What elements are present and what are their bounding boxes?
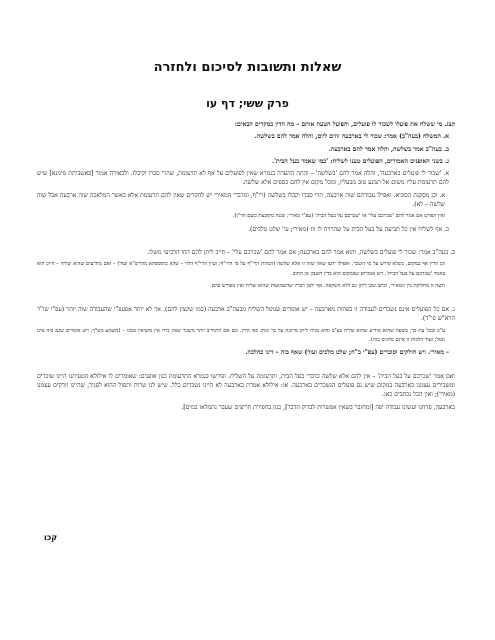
paragraph: קצג. מי ששלח את פועלו לשכור לו פועלים, והפועל הטעה אותם – מה הדין במקרים הבאים:	[234, 121, 455, 128]
paragraph: – מאירי. ויש חולקים וסוברים (עפ"י ב"ח; שלט מלכים ועוד) שאף בזה – דינו כהלכה.	[245, 349, 449, 357]
paragraph: א. המשלח (בעה"ב) אמר: שכור לי בארבעה זוזים ליום, והלה אמר להם בשלשה.	[254, 133, 449, 141]
body-text	[37, 120, 455, 415]
paragraph: ואין הפרש אם אמר להם 'שכרכם עלי' או 'שכרכם על בעל הבית' (עפ"י מאירי; שטה מקובצת בשם הר"ן).	[232, 213, 445, 220]
paragraph: א. 'שכור לי פועלים בארבעה', והלה אמר להם 'בשלשה' – והתה ההערה בגמרא שאין לפועלים על אף לא תרעומת, שהרי סברו וקיבלו. ולכאורה אמור [באשביתת מימנא] שיש להם תרעומת עליו משום אל תמנע טוב מבעליו, ומכל מקום אין להם כספים אלא שלשה.	[37, 170, 449, 187]
paragraph: ע"כ ובכל עת כך, בשעה שהוא מודיע שהוא שליח בע"ב והוא מניח ליתן מרובה על כך ונוהג כפי הדין. וגם אם התחייב יותר משכר שאין בידו אין מוציאין ממנו – (משמע בש"ך; ויש אומרים שגם בזה אינו נוטל; ועוד הלכות זו אינם נוהגים בזה).	[37, 327, 445, 344]
chapter-subtitle: פרק ששי; דף עו	[206, 97, 289, 110]
paragraph-gap	[37, 237, 455, 245]
page-title: שאלות ותשובות לסיכום ולחזרה	[153, 60, 342, 75]
paragraph: ואם אמר 'שכרכם על בעל הבית' – אין להם אלא שלשה כדברי בעל הבית, ותרעומת על השליח. ופירשו בגמרא התרעומת כגון אופנים: שאומרים לו אילולא הטעיתנו היינו שוכרים ומשכירים עצמנו בארבעה במקום שיש נם פועלים הנשכרים בארבעה. או: אילולא אמרת בארבעה לא היינו נשכרים כלל. שיש לנו שרות ותפול ההוא לפניך, שהיינו זורקים עצמנו (מאירי); ואין הכל נכתבים כאן.	[37, 372, 455, 399]
paragraph: ב. אף לשליח אין כל תביעה על בעל הבית על שהרויח לו זוז (מאירי; עי' שלט מלכים).	[248, 225, 449, 233]
paragraph: בארבעה, פרחנו ועשינו עבודה יפה [ומחזבר בשאין אפשרות לבדוק הדבר], כגון בחפירת חריצים שעבר נתמלאו במים].	[181, 403, 455, 411]
paragraph: וכן הדין אף במקום, כשלא פירש על מי השכר. ואפילו ידעו שאין שוה זו אלא שלשה (הגהות הרי"ף על פי הרי"ף; ועיין הרי"ף הלוי – שלא כתוספתא מהרש"א ועוד) – ואם מודיעים שהוא שליח – חייב הוא באמר 'שכרכם על בעל הבית'. ויש אומרים שבמקום הוא בדין חשבון מן החוב.	[37, 261, 445, 277]
paragraph: ג. בשני האופנים האמורים, הפועלים טענו לשליח: 'כמו שאמר בעל הבית'.	[271, 157, 449, 165]
paragraph: א. וכן מסקנת הסוגיא. ואפילו עבודתם שוה ארבעה, הרי סברו וקבלו בשלשה (רי"ף, ומדברי המאירי יש להקדים שאין להם תרעומת אלא כאשר המלאכה שוה ארבעה אבל שוה שלשה – לא).	[37, 191, 445, 209]
paragraph-gap	[37, 294, 455, 302]
paragraph: ב. בעה"ב אמר בשלשה, והלה אמר להם בארבעה.	[328, 145, 449, 153]
paragraph: ודעה זו מחלוקת בין המאירי, וכתב שכן ליתן גם ללא השקפה. אף יתכן דבריו שהשמועות שהוא שליח ואין מפורש בהם.	[209, 282, 445, 289]
paragraph: ג. אם כל הפועלים אינם נשכרים לעבודה זו בפחות מארבעה – יש אומרים שנוטל השליח מבעה"ב ארבעה (כמו שקצץ להם). אך לא יותר אפעפ"י שהעבודה שוה יותר (עפ"י שו"ר הרא"ש פי"ד).	[37, 306, 455, 323]
paragraph: ב. בעה"ב אמר: שכור לי פועלים בשלשה, והוא אמר להם בארבעה; אם אמר להם 'שכרכם עלי' – חייב ליתן להם הוזו הרביעי משלו.	[147, 248, 455, 256]
paragraph-gap	[37, 361, 455, 369]
page-number: קכו	[44, 533, 58, 542]
